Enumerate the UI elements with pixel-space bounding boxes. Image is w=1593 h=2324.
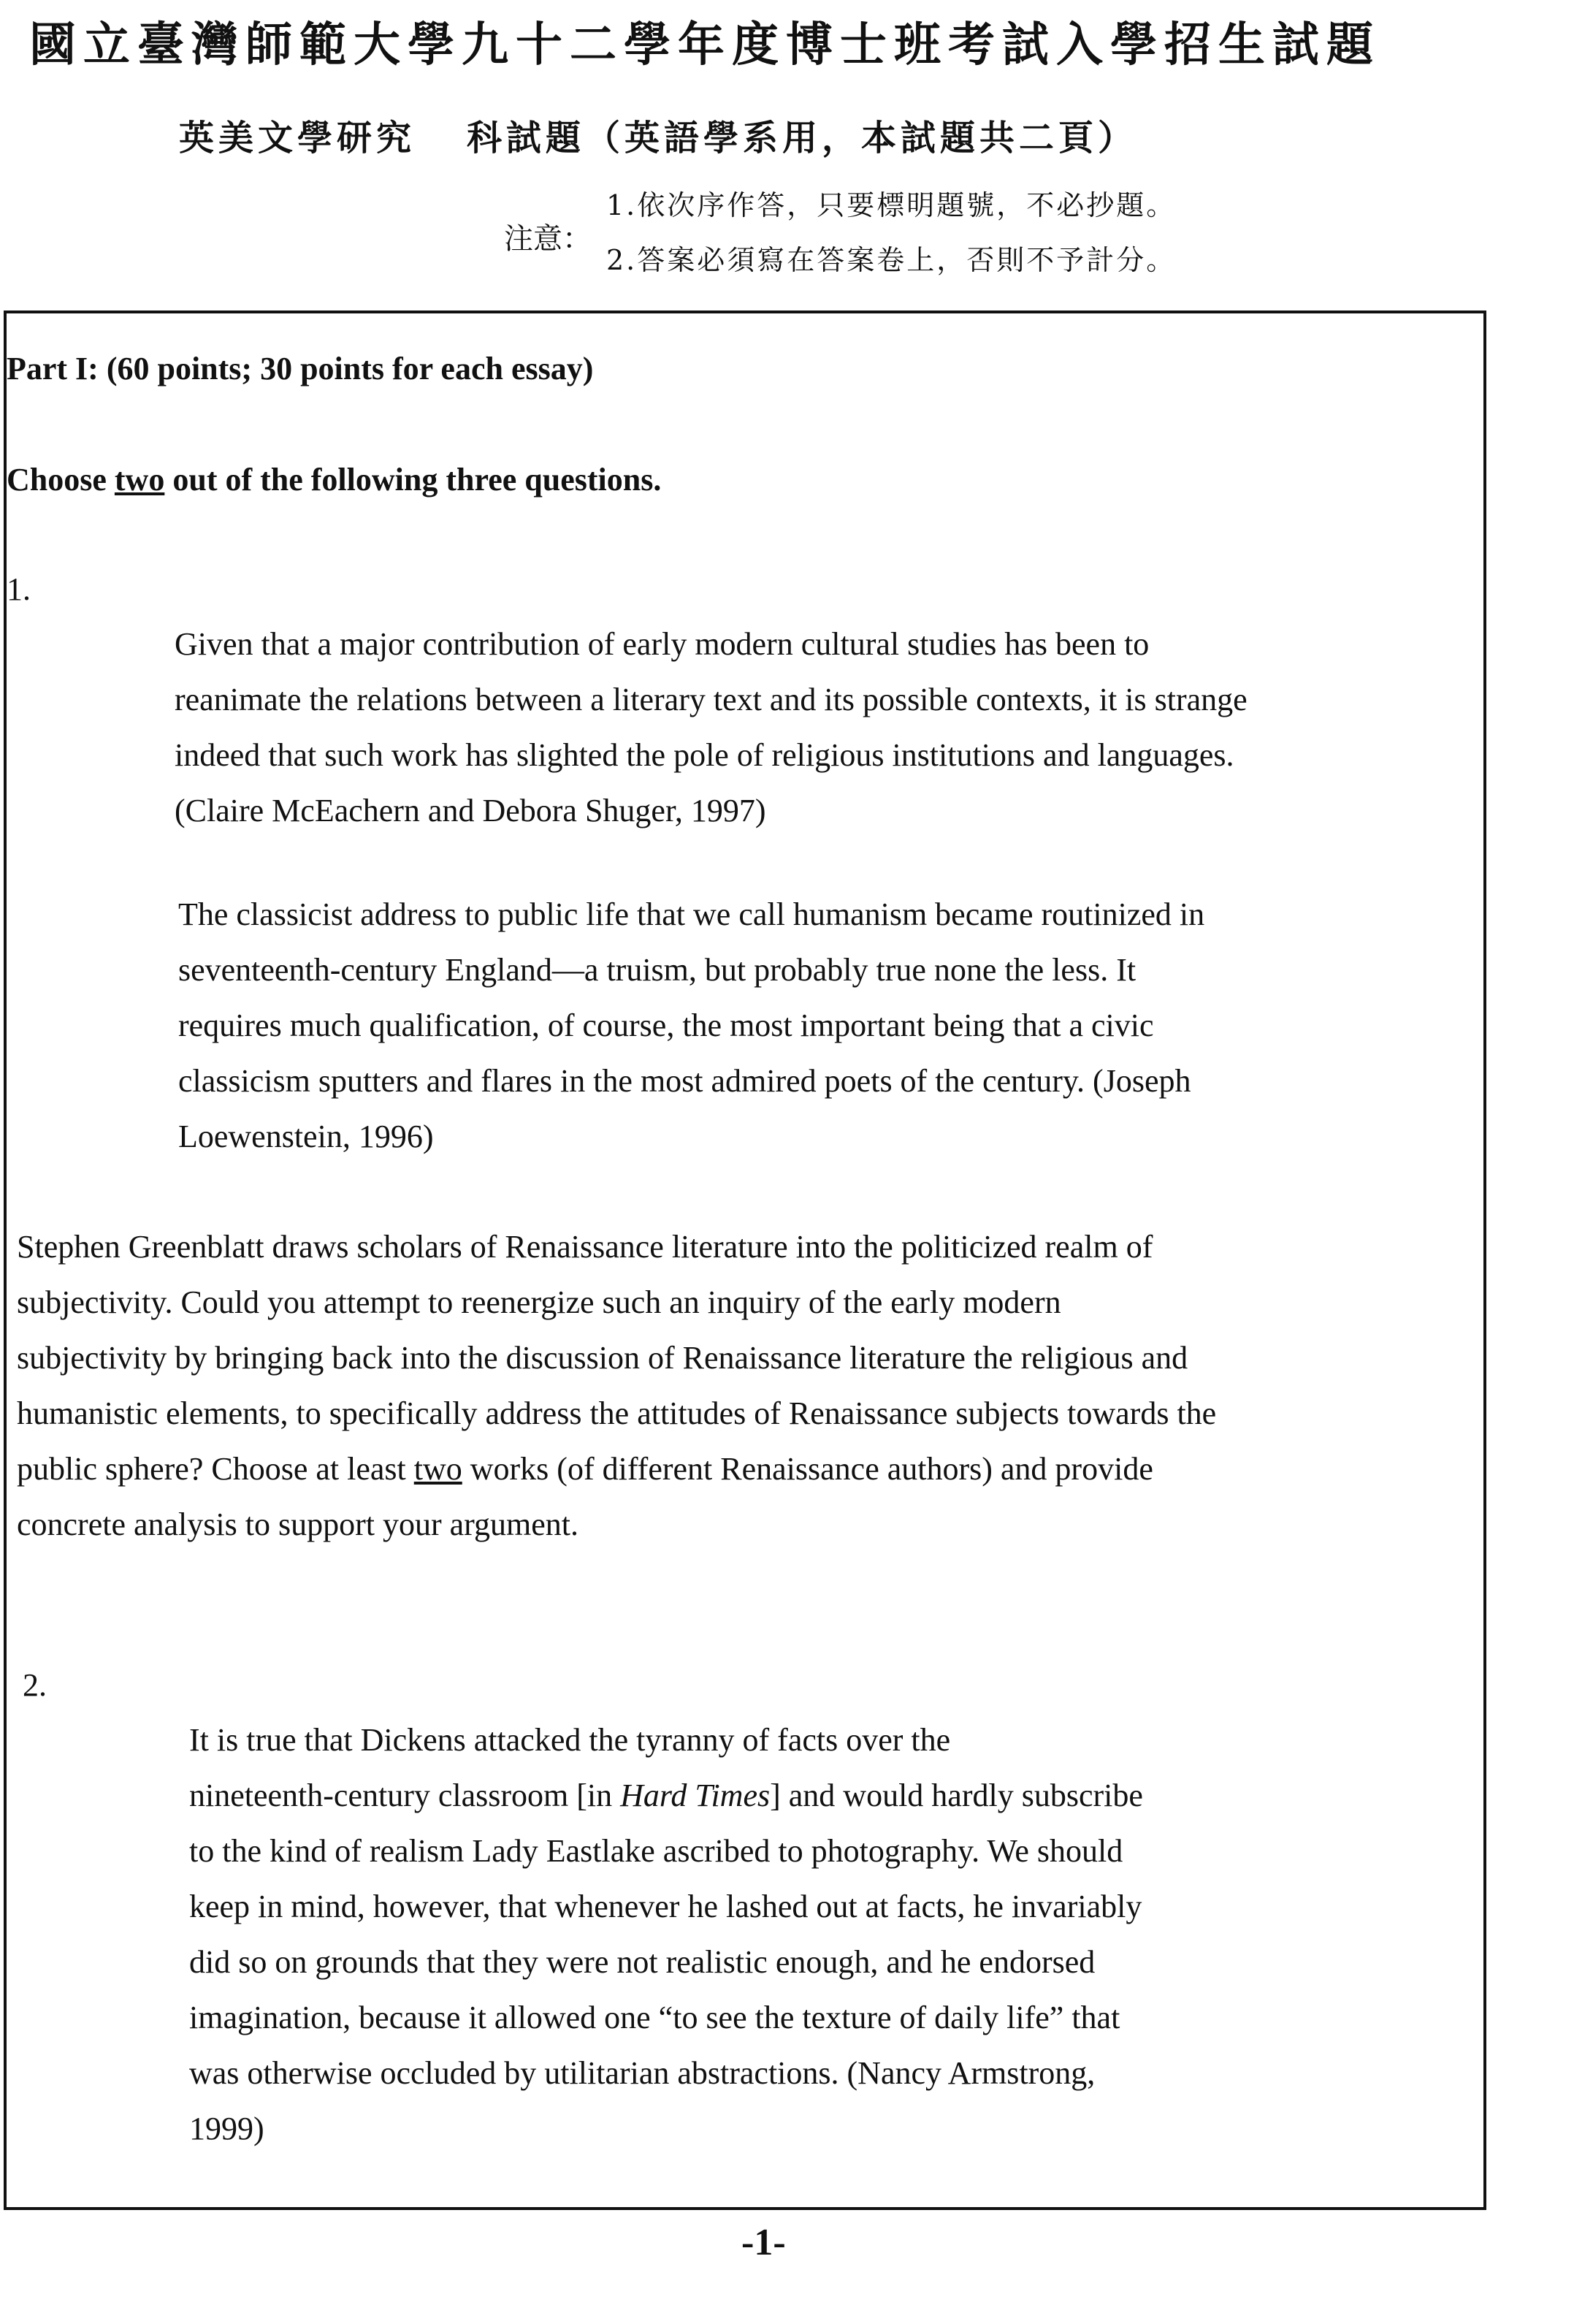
prompt-line: humanistic elements, to specifically address the attitudes of Renaissance subjects towards the: [17, 1395, 1217, 1431]
quote-line: Given that a major contribution of early modern cultural studies has been to: [175, 626, 1150, 662]
quote-block-3: [189, 1712, 1143, 2157]
prompt-line: subjectivity by bringing back into the discussion of Renaissance literature the religious and: [17, 1340, 1188, 1376]
notice-item: 1.依次序作答，只要標明題號，不必抄題。: [606, 189, 1177, 221]
part-heading: Part I: (60 points; 30 points for each essay): [7, 351, 594, 386]
quote-line: 1999): [189, 2111, 264, 2146]
subject-name: 英美文學研究: [179, 118, 416, 159]
underlined-word: two: [413, 1451, 462, 1487]
quote-line: (Claire McEachern and Debora Shuger, 1997): [175, 793, 766, 828]
quote-line: It is true that Dickens attacked the tyranny of facts over the: [189, 1722, 951, 1758]
subtitle-text: 科試題（英語學系用，本試題共二頁）: [467, 118, 1138, 159]
quote-block-1: [175, 617, 1248, 839]
exam-box: [4, 310, 1486, 2210]
quote-line: indeed that such work has slighted the pole of religious institutions and languages.: [175, 737, 1234, 773]
quote-line: requires much qualification, of course, the most important being that a civic: [178, 1007, 1154, 1043]
book-title: Hard Times: [620, 1778, 771, 1813]
question-number-1: 1.: [7, 571, 31, 607]
quote-line: nineteenth-century classroom [in Hard Times] and would hardly subscribe: [189, 1778, 1143, 1813]
question-number-2: 2.: [23, 1667, 47, 1703]
exam-title: 國立臺灣師範大學九十二學年度博士班考試入學招生試題: [29, 18, 1380, 72]
prompt-line: public sphere? Choose at least two works (of different Renaissance authors) and provide: [17, 1451, 1153, 1487]
quote-line: keep in mind, however, that whenever he lashed out at facts, he invariably: [189, 1889, 1142, 1924]
quote-line: imagination, because it allowed one “to see the texture of daily life” that: [189, 2000, 1120, 2035]
underlined-word: two: [114, 462, 165, 498]
notice-label: 注意：: [504, 222, 592, 256]
quote-line: reanimate the relations between a literary text and its possible contexts, it is strange: [175, 682, 1248, 717]
page-number: -1-: [741, 2222, 786, 2263]
quote-line: was otherwise occluded by utilitarian abstractions. (Nancy Armstrong,: [189, 2055, 1096, 2091]
quote-block-2: [178, 887, 1204, 1165]
prompt-line: subjectivity. Could you attempt to reenergize such an inquiry of the early modern: [17, 1284, 1061, 1320]
prompt-line: concrete analysis to support your argument.: [17, 1506, 578, 1542]
quote-line: did so on grounds that they were not realistic enough, and he endorsed: [189, 1944, 1096, 1980]
quote-line: Loewenstein, 1996): [178, 1119, 434, 1154]
quote-line: The classicist address to public life that we call humanism became routinized in: [178, 896, 1205, 932]
prompt-line: Stephen Greenblatt draws scholars of Renaissance literature into the politicized realm of: [17, 1229, 1153, 1265]
question-prompt-1: [17, 1219, 1216, 1552]
part-instruction: Choose two out of the following three questions.: [7, 462, 662, 498]
quote-line: to the kind of realism Lady Eastlake ascribed to photography. We should: [189, 1833, 1123, 1869]
exam-subtitle: [179, 110, 1421, 160]
quote-line: seventeenth-century England—a truism, but probably true none the less. It: [178, 952, 1137, 988]
notice-item: 2.答案必須寫在答案卷上，否則不予計分。: [606, 244, 1177, 276]
quote-line: classicism sputters and flares in the most admired poets of the century. (Joseph: [178, 1063, 1191, 1099]
